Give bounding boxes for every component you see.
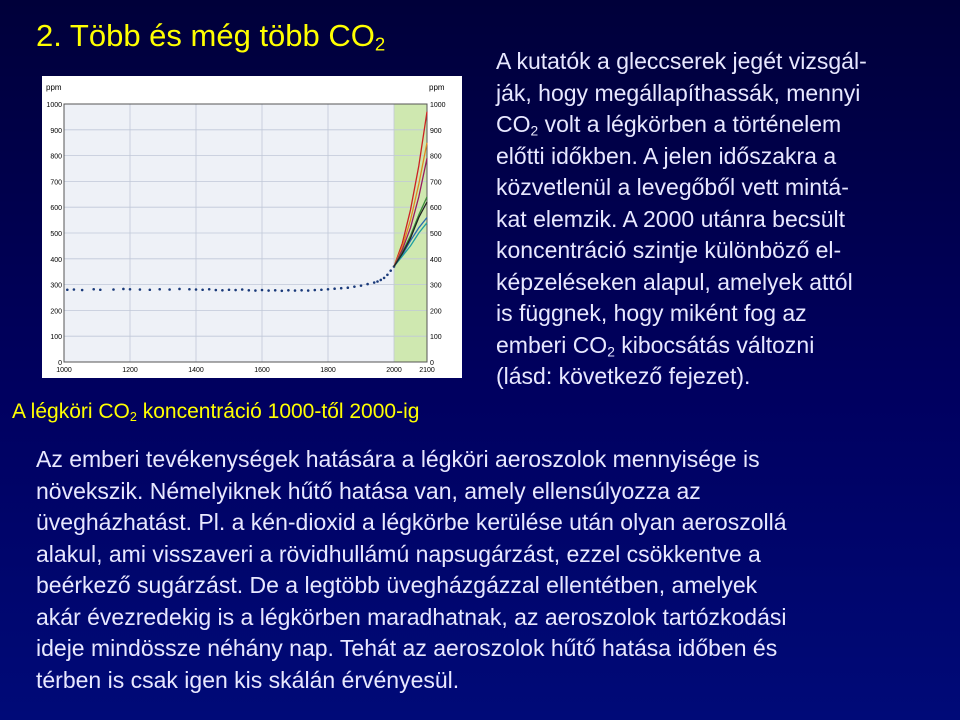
side-paragraph-text: is függnek, hogy miként fog az	[496, 300, 807, 326]
side-paragraph-line	[496, 235, 946, 267]
y-tick-label-left: 500	[50, 231, 62, 238]
x-tick-label: 1000	[56, 367, 72, 374]
historical-data-point	[320, 288, 323, 291]
y-tick-label-right: 400	[430, 256, 442, 264]
caption-pre: A légköri CO	[12, 400, 130, 423]
y-tick-label-right: 0	[430, 360, 434, 367]
x-tick-label: 1600	[254, 367, 270, 374]
historical-data-point	[314, 289, 317, 292]
historical-data-point	[122, 288, 125, 291]
side-paragraph-line	[496, 109, 946, 141]
side-paragraph-text: CO	[496, 111, 531, 137]
y-tick-label-left: 700	[50, 179, 62, 187]
side-paragraph	[496, 46, 946, 393]
side-paragraph-text: koncentráció szintje különböző el-	[496, 237, 842, 263]
historical-data-point	[254, 289, 257, 292]
y-tick-label-right: 200	[430, 308, 442, 316]
y-tick-label-left: 400	[50, 256, 62, 264]
bottom-paragraph-text: üvegházhatást. Pl. a kén-dioxid a légkörbe kerülése után olyan aeroszollá	[36, 509, 787, 535]
historical-data-point	[360, 284, 363, 287]
y-tick-label-left: 600	[50, 205, 62, 213]
caption-subscript: 2	[129, 410, 137, 425]
historical-data-point	[366, 283, 369, 286]
bottom-paragraph-line	[36, 444, 936, 476]
chart-caption	[12, 400, 419, 424]
historical-data-point	[81, 289, 84, 292]
bottom-paragraph-text: akár évezredekig is a légkörben maradhatnak, az aeroszolok tartózkodási	[36, 603, 787, 630]
historical-data-point	[66, 288, 69, 291]
historical-data-point	[73, 288, 76, 291]
historical-data-point	[333, 287, 336, 290]
side-paragraph-text: emberi CO	[496, 331, 608, 358]
side-paragraph-line	[496, 172, 946, 204]
side-paragraph-line	[496, 141, 946, 173]
bottom-paragraph-line	[36, 570, 936, 602]
historical-data-point	[386, 273, 389, 276]
historical-data-point	[129, 288, 132, 291]
side-paragraph-text: (lásd: következő fejezet).	[496, 363, 751, 389]
bottom-paragraph-text: növekszik. Némelyiknek hűtő hatása van, amely ellensúlyozza az	[36, 477, 701, 504]
side-paragraph-text: kibocsátás változni	[614, 331, 815, 358]
bottom-paragraph-text: alakul, ami visszaveri a rövidhullámú napsugárzást, ezzel csökkentve a	[36, 540, 761, 567]
caption-post: koncentráció 1000-től 2000-ig	[136, 400, 420, 423]
historical-data-point	[267, 289, 270, 292]
y-tick-label-right: 800	[430, 153, 442, 161]
bottom-paragraph	[36, 444, 936, 696]
bottom-paragraph-text: Az emberi tevékenységek hatására a légköri aeroszolok mennyisége is	[36, 446, 760, 472]
co2-chart-svg	[42, 76, 462, 378]
historical-data-point	[168, 288, 171, 291]
y-tick-label-left: 100	[50, 334, 62, 342]
y-tick-label-right: 500	[430, 231, 442, 238]
y-tick-label-left: 900	[50, 127, 62, 135]
historical-data-point	[208, 288, 211, 291]
y-tick-label-right: 700	[430, 179, 442, 187]
historical-data-point	[380, 279, 383, 282]
bottom-paragraph-line	[36, 633, 936, 665]
y-tick-label-right: 900	[430, 127, 442, 135]
historical-data-point	[347, 286, 350, 289]
historical-data-point	[221, 289, 224, 292]
historical-data-point	[248, 289, 251, 292]
historical-data-point	[261, 289, 264, 292]
side-paragraph-text: A kutatók a gleccserek jegét vizsgál-	[496, 48, 867, 74]
side-paragraph-text: közvetlenül a levegőből vett mintá-	[496, 174, 849, 200]
historical-data-point	[158, 288, 161, 291]
side-paragraph-subscript: 2	[530, 123, 539, 139]
x-tick-label: 2100	[419, 367, 435, 374]
y-axis-label-right: ppm	[429, 83, 445, 92]
historical-data-point	[340, 287, 343, 290]
historical-data-point	[274, 289, 277, 292]
side-paragraph-line	[496, 330, 946, 362]
historical-data-point	[234, 289, 237, 292]
historical-data-point	[188, 288, 191, 291]
side-paragraph-text: képzeléseken alapul, amelyek attól	[496, 268, 853, 295]
y-tick-label-left: 200	[50, 308, 62, 316]
historical-data-point	[178, 288, 181, 291]
y-tick-label-left: 800	[50, 153, 62, 161]
side-paragraph-text: volt a légkörben a történelem	[538, 111, 842, 137]
side-paragraph-text: ják, hogy megállapíthassák, mennyi	[496, 79, 861, 106]
historical-data-point	[287, 289, 290, 292]
historical-data-point	[307, 289, 310, 292]
historical-data-point	[149, 288, 152, 291]
slide-title	[36, 18, 385, 54]
side-paragraph-line	[496, 298, 946, 330]
historical-data-point	[195, 288, 198, 291]
slide-title-text: 2. Több és még több CO	[36, 18, 375, 53]
bottom-paragraph-line	[36, 665, 936, 697]
y-tick-label-left: 1000	[46, 102, 62, 109]
y-tick-label-left: 0	[58, 360, 62, 367]
side-paragraph-subscript: 2	[607, 343, 615, 359]
bottom-paragraph-line	[36, 539, 936, 571]
historical-data-point	[373, 281, 376, 284]
historical-data-point	[241, 288, 244, 291]
side-paragraph-line	[496, 361, 946, 393]
side-paragraph-line	[496, 204, 946, 236]
historical-data-point	[389, 269, 392, 272]
historical-data-point	[201, 288, 204, 291]
historical-data-point	[99, 288, 102, 291]
historical-data-point	[92, 288, 95, 291]
x-tick-label: 1800	[320, 367, 336, 374]
slide-title-subscript: 2	[374, 33, 386, 55]
bottom-paragraph-text: beérkező sugárzást. De a legtöbb üvegházgázzal ellentétben, amelyek	[36, 572, 758, 598]
historical-data-point	[300, 289, 303, 292]
co2-chart	[42, 76, 462, 378]
historical-data-point	[112, 288, 115, 291]
side-paragraph-line	[496, 78, 946, 110]
x-tick-label: 2000	[386, 367, 402, 374]
y-tick-label-right: 100	[430, 334, 442, 342]
historical-data-point	[215, 289, 218, 292]
y-tick-label-right: 300	[430, 282, 442, 290]
x-tick-label: 1400	[188, 367, 204, 374]
bottom-paragraph-line	[36, 507, 936, 539]
x-tick-label: 1200	[122, 367, 138, 374]
side-paragraph-line	[496, 46, 946, 78]
historical-data-point	[294, 289, 297, 292]
y-axis-label-left: ppm	[46, 83, 62, 92]
side-paragraph-text: előtti időkben. A jelen időszakra a	[496, 142, 837, 169]
bottom-paragraph-line	[36, 476, 936, 508]
historical-data-point	[383, 277, 386, 280]
historical-data-point	[281, 289, 284, 292]
historical-data-point	[376, 280, 379, 283]
y-tick-label-left: 300	[50, 282, 62, 290]
side-paragraph-text: kat elemzik. A 2000 utánra becsült	[496, 205, 846, 232]
bottom-paragraph-line	[36, 602, 936, 634]
y-tick-label-right: 1000	[430, 102, 446, 109]
historical-data-point	[139, 288, 142, 291]
historical-data-point	[353, 285, 356, 288]
bottom-paragraph-text: ideje mindössze néhány nap. Tehát az aeroszolok hűtő hatása időben és	[36, 635, 778, 661]
side-paragraph-line	[496, 267, 946, 299]
historical-data-point	[228, 288, 231, 291]
historical-data-point	[327, 288, 330, 291]
y-tick-label-right: 600	[430, 205, 442, 213]
bottom-paragraph-text: térben is csak igen kis skálán érvényesül.	[36, 666, 460, 693]
